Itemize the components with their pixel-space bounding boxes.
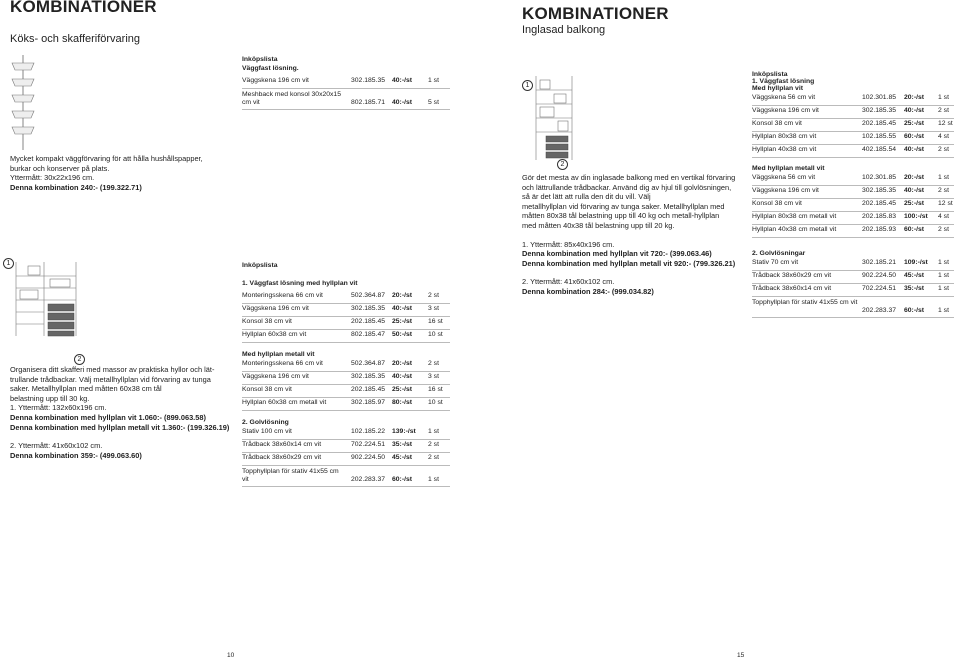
list-row: Väggskena 196 cm vit 302.185.35 40:-/st 2 st [752,106,954,119]
list-row: Konsol 38 cm vit 202.185.45 25:-/st 12 st [752,119,954,132]
list-row: Väggskena 196 cm vit 302.185.35 40:-/st 3 st [242,372,450,385]
list-row: Konsol 38 cm vit 202.185.45 25:-/st 16 st [242,317,450,330]
balcony-description: Gör det mesta av din inglasade balkong med en vertikal förvaring och lättrullande trådbackar. Använd dig av hjul till golvlösningen, så är det lätt att rulla den dit du vill. Välj metallhyllplan vid förvaring av tunga saker. Metallhyllplan med måtten 80x38 tål belastning upp till 40 kg och metall-hyllplan med måtten 40x38 tål belastning upp till 20 kg. 1. Yttermått: 85x40x196 cm. Denna kombination med hyllplan vit 720:- (399.063.46) Denna kombination med hyllplan metall vit 920:- (799.326.21) 2. Yttermått: 41x60x102 cm. Denna kombination 284:- (999.034.82) [522,173,736,296]
list-row: Trådback 38x60x14 cm vit 702.224.51 35:-/st 2 st [242,440,450,453]
rail-description: Mycket kompakt väggförvaring för att hålla hushållspapper, burkar och konserver på plats. Yttermått: 30x22x196 cm. Denna kombination 240:- (199.322.71) [10,154,235,192]
shopping-list-balcony: Inköpslista 1. Väggfast lösning Med hyllplan vit Väggskena 56 cm vit 102.301.85 20:-/st 1 st Väggskena 196 cm vit 302.185.35 40:-/st 2 st Konsol 38 cm vit 202.185.45 25:-/st 12 st Hyllplan 80x38 cm vit 102.185.55 60:-/st 4 st Hyllplan 40x38 cm vit 402.185.54 40:-/st 2 st Med hyllplan metall vit Väggskena 56 cm vit 102.301.85 20:-/st 1 st Väggskena 196 cm vit 302.185.35 40:-/st 2 st Konsol 38 cm vit 202.185.45 25:-/st 12 st Hyllplan 80x38 cm metall vit 202.185.83 100:-/st 4 st Hyllplan 40x38 cm metall vit 202.185.93 60:-/st 2 st 2. Golvlösningar Stativ 70 cm vit 302.185.21 109:-/st 1 st Trådback 38x60x29 cm vit 902.224.50 45:-/st 1 st Trådback 38x60x14 cm vit 702.224.51 35:-/st 1 st Topphyllplan för stativ 41x55 cm vit 202.283.37 60:-/st 1 st [752,71,954,318]
list-row: Konsol 38 cm vit 202.185.45 25:-/st 16 st [242,385,450,398]
list-row: Hyllplan 60x38 cm metall vit 302.185.97 80:-/st 10 st [242,398,450,411]
list-row: Stativ 70 cm vit 302.185.21 109:-/st 1 st [752,258,954,271]
list-row: Hyllplan 80x38 cm metall vit 202.185.83 100:-/st 4 st [752,212,954,225]
marker-1-right: 1 [522,80,533,91]
list-row: Monteringsskena 66 cm vit 502.364.87 20:-/st 2 st [242,291,450,304]
list-row: Väggskena 196 cm vit 302.185.35 40:-/st 3 st [242,304,450,317]
balcony-shelving-illustration [532,76,577,160]
left-title: KOMBINATIONER [10,0,157,16]
marker-2: 2 [74,354,85,365]
list-row: Hyllplan 60x38 cm vit 802.185.47 50:-/st 10 st [242,330,450,343]
right-title: KOMBINATIONER [522,4,669,23]
list-row: Väggskena 196 cm vit 302.185.35 40:-/st 2 st [752,186,954,199]
list-row: Meshback med konsol 30x20x15 cm vit 802.185.71 40:-/st 5 st [242,89,450,110]
marker-1: 1 [3,258,14,269]
list-row: Hyllplan 40x38 cm metall vit 202.185.93 60:-/st 2 st [752,225,954,238]
list-row: Konsol 38 cm vit 202.185.45 25:-/st 12 st [752,199,954,212]
list-row: Trådback 38x60x29 cm vit 902.224.50 45:-/st 2 st [242,453,450,466]
pantry-shelving-illustration [14,262,79,337]
list-row: Väggskena 56 cm vit 102.301.85 20:-/st 1 st [752,93,954,106]
shopping-list-pantry: Inköpslista 1. Väggfast lösning med hyllplan vit Monteringsskena 66 cm vit 502.364.87 20:-/st 2 st Väggskena 196 cm vit 302.185.35 40:-/st 3 st Konsol 38 cm vit 202.185.45 25:-/st 16 st Hyllplan 60x38 cm vit 802.185.47 50:-/st 10 st Med hyllplan metall vit Monteringsskena 66 cm vit 502.364.87 20:-/st 2 st Väggskena 196 cm vit 302.185.35 40:-/st 3 st Konsol 38 cm vit 202.185.45 25:-/st 16 st Hyllplan 60x38 cm metall vit 302.185.97 80:-/st 10 st 2. Golvlösning Stativ 100 cm vit 102.185.22 139:-/st 1 st Trådback 38x60x14 cm vit 702.224.51 35:-/st 2 st Trådback 38x60x29 cm vit 902.224.50 45:-/st 2 st Topphyllplan för stativ 41x55 cm vit 202.283.37 60:-/st 1 st [242,262,450,487]
right-subtitle: Inglasad balkong [522,24,606,36]
list-row: Hyllplan 40x38 cm vit 402.185.54 40:-/st 2 st [752,145,954,158]
list-row: Väggskena 196 cm vit 302.185.35 40:-/st 1 st [242,76,450,89]
marker-2-right: 2 [557,159,568,170]
list-row: Väggskena 56 cm vit 102.301.85 20:-/st 1 st [752,173,954,186]
list-row: Trådback 38x60x29 cm vit 902.224.50 45:-/st 1 st [752,271,954,284]
list-row: Stativ 100 cm vit 102.185.22 139:-/st 1 st [242,427,450,440]
list-row: Monteringsskena 66 cm vit 502.364.87 20:-/st 2 st [242,359,450,372]
wall-rail-illustration [8,55,38,150]
rail-price: Denna kombination 240:- (199.322.71) [10,182,142,192]
list-row: Topphyllplan för stativ 41x55 cm vit 202.283.37 60:-/st 1 st [242,466,450,487]
list-row: Hyllplan 80x38 cm vit 102.185.55 60:-/st 4 st [752,132,954,145]
right-page-number: 15 [737,652,745,659]
pantry-description: Organisera ditt skafferi med massor av praktiska hyllor och lät- trullande trådbackar. Välj metallhyllplan vid förvaring av tunga saker. Metallhyllplan med måtten 60x38 cm tål belastning upp till 30 kg. 1. Yttermått: 132x60x196 cm. Denna kombination med hyllplan vit 1.060:- (899.063.58) Denna kombination med hyllplan metall vit 1.360:- (199.326.19) 2. Yttermått: 41x60x102 cm. Denna kombination 359:- (499.063.60) [10,365,230,460]
list-row: Trådback 38x60x14 cm vit 702.224.51 35:-/st 1 st [752,284,954,297]
left-page-number: 10 [227,652,235,659]
left-subtitle: Köks- och skafferiförvaring [10,33,141,45]
list-row: Topphyllplan för stativ 41x55 cm vit 202.283.37 60:-/st 1 st [752,297,954,318]
shopping-list-wall: Inköpslista Väggfast lösning. Väggskena 196 cm vit 302.185.35 40:-/st 1 st Meshback med konsol 30x20x15 cm vit 802.185.71 40:-/st 5 st [242,56,450,110]
